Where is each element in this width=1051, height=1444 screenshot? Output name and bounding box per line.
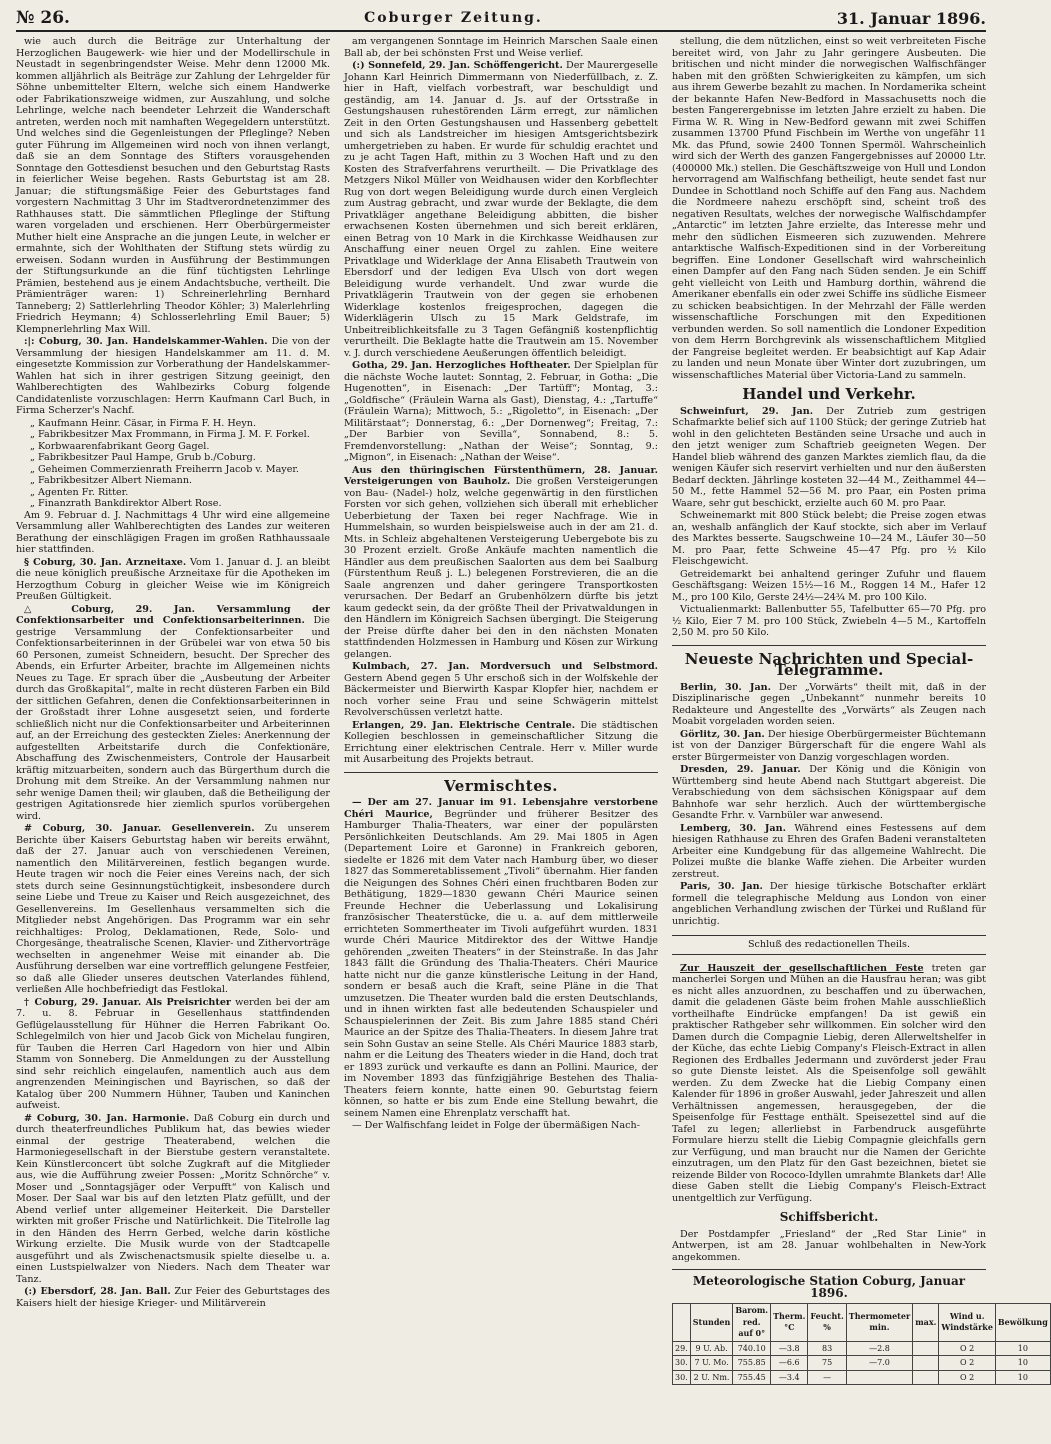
article-text: wie auch durch die Beiträge zur Unterhaltung der Herzoglichen Baugewerk- wie hier und der Modellirschule in Neustadt in segenbringendster Weise. Mehr denn 12000 Mk. kommen alljährlich als Beiträge zur Zahlung der Lehrgelder für Söhne unbemittelter Eltern, welche sich einem Handwerke oder Fabrikationszweige widmen, zur Auszahlung, und solche Lehrlinge, welche nach beendeter Lehrzeit die Wanderschaft antreten, werden noch mit namhaften Wegegeldern unterstützt. Und welches sind die Gegenleistungen der Pfleglinge? Neben guter Führung im Allgemeinen wird noch von ihnen verlangt, daß sie an dem Sonntage des Stifters vorausgehenden Sonntage den Gottesdienst besuchen und den Geburtstag Rasts in feierlicher Weise begehen. Rasts Geburtstag ist am 28. Januar; die stiftungsmäßige Feier des Geburtstages fand vorgestern Nachmittag 3 Uhr im Stadtverordnetenzimmer des Rathhauses statt. Die sämmtlichen Pfleglinge der Stiftung waren vorgeladen und erschienen. Herr Oberbürgermeister Muther hielt eine Ansprache an die jungen Leute, in welcher er ermahnte, sich der Wohlthaten der Stiftung stets würdig zu erweisen. Sodann wurden in Ausführung der Bestimmungen der Stiftungsurkunde an die fünf tüchtigsten Lehrlinge Prämien, bestehend aus je einem Andachtsbuche, vertheilt. Die Prämienträger waren: 1) Schreinerlehrling Bernhard Tanneberg; 2) Sattlerlehrling Theodor Köhler; 3) Malerlehrling Friedrich Heymann; 4) Schlosserlehrling Emil Bauer; 5) Klempnerlehrling Max Will. (16, 36, 330, 335)
column-1 (16, 36, 330, 1385)
article (16, 557, 330, 603)
table-cell: 10 (995, 1370, 1050, 1385)
article-text: Der Maurergeselle Johann Karl Heinrich Dimmermann von Niederfüllbach, z. Z. hier in Haft, vielfach vorbestraft, war beschuldigt und geständig, am 14. Januar d. Js. auf der Ortsstraße in Gestungshausen ruhestörenden Lärm erregt, zur nämlichen Zeit in den Orten Gestungshausen und Hassenberg gebettelt und sich als Landstreicher im hiesigen Amtsgerichtsbezirk umhergetrieben zu haben. Er wurde für schuldig erachtet und zu je acht Tagen Haft, mithin zu 3 Wochen Haft und zu den Kosten des Strafverfahrens verurtheilt. — Die Privatklage des Metzgers Nikol Müller von Weidhausen wider den Korbflechter Rug von dort wegen Beleidigung wurde durch einen Vergleich zum Austrag gebracht, und zwar wurde der Beklagte, die dem Privatkläger angethane Beleidigung abbitten, die bisher erwachsenen Kosten übernehmen und sich bereit erklären, einen Betrag von 10 Mark in die Kirchkasse Weidhausen zur Anschaffung einer neuen Orgel zu zahlen. Eine weitere Privatklage und Widerklage der Anna Elisabeth Trautwein von Ebersdorf und der ledigen Eva Ulsch von dort wegen Beleidigung wurde verhandelt. Und zwar wurde die Privatklägerin Trautwein von der gegen sie erhobenen Widerklage kostenlos freigesprochen, dagegen die Widerklägerin Ulsch zu 15 Mark Geldstrafe, im Unbeitreiblichkeitsfalle zu 3 Tagen Gefängniß kostenpflichtig verurtheilt. Die Beklagte hatte die Trautwein am 15. November v. J. durch verschiedene Aeußerungen öffentlich beleidigt. (344, 60, 658, 359)
divider (672, 1269, 986, 1270)
telegram-lead: Dresden, 29. Januar. (680, 764, 801, 775)
telegram (672, 764, 986, 822)
article-text: Vom 1. Januar d. J. an bleibt die neue königlich preußische Arzneitaxe für die Apotheken im Herzogthum Coburg in gleicher Weise wie im Königreich Preußen Gültigkeit. (16, 556, 330, 602)
table-cell: —2.8 (846, 1341, 912, 1356)
table-cell: 83 (808, 1341, 846, 1356)
section-title-handel: Handel und Verkehr. (742, 385, 916, 403)
section-title-telegramme: Neueste Nachrichten und Special-Telegramme. (684, 649, 974, 679)
telegram (672, 823, 986, 881)
article (344, 797, 658, 1119)
advert-lead: Zur Hauszeit der gesellschaftlichen Feste (680, 962, 924, 974)
table-cell: 75 (808, 1356, 846, 1371)
article-lead: :|: Coburg, 30. Jan. Handelskammer-Wahlen. (24, 336, 268, 347)
weather-table (672, 1303, 1051, 1385)
telegram-text: Während eines Festessens auf dem hiesigen Rathhause zu Ehren des Grafen Badeni veranstalteten Arbeiter eine Kundgebung für das allgemeine Wahlrecht. Die Polizei mußte die blanke Waffe ziehen. Die Arbeiter wurden zerstreut. (672, 822, 986, 880)
table-cell: 29. (673, 1341, 691, 1356)
article (16, 823, 330, 996)
article-text: am vergangenen Sonntage im Heinrich Marschen Saale einen Ball ab, der bei schönsten Frst und Weise verlief. (344, 36, 658, 59)
table-cell: — (808, 1370, 846, 1385)
list-item: „ Kaufmann Heinr. Cäsar, in Firma F. H. Heyn. (30, 417, 257, 429)
table-cell: 9 U. Ab. (690, 1341, 733, 1356)
article-lead: Kulmbach, 27. Jan. Mordversuch und Selbstmord. (352, 661, 658, 672)
article (16, 1286, 330, 1309)
article-text: Begründer und früherer Besitzer des Hamburger Thalia-Theaters, war einer der populärsten Persönlichkeiten Deutschlands. Am 29. Mai 1805 in Agen (Departement Loire et Garonne) in Frankreich geboren, siedelte er 1826 mit dem Vater nach Hamburg über, wo dieser 1827 das Sommeretablissement „Tivoli“ übernahm. Hier fanden die Neigungen des Sohnes Chéri einen fruchtbaren Boden zur Bethätigung, 1829—1830 gewann Chéri Maurice seinen Freunde Hechner die Ueberlassung und Lokalisirung französischer Theaterstücke, die u. a. auf dem mittlerweile errichteten Sommertheater im Tivoli aufgeführt wurden. 1831 wurde Chéri Maurice Mitdirektor des der Wittwe Handje gehörenden „zweiten Theaters“ in der Steinstraße. In das Jahr 1843 fällt die Gründung des Thalia-Theaters. Chéri Maurice hatte nicht nur die ganze künstlerische Leitung in der Hand, sondern er besaß auch die Kraft, seine Pläne in die That umzusetzen. Die Theater wurden bald die ersten Deutschlands, und in ihnen wirkten fast alle bedeutenden Schauspieler und Schauspielerinnen der Zeit. Bis zum Jahre 1885 stand Chéri Maurice an der Spitze des Thalia-Theaters. In diesem Jahre trat sein Sohn Gustav an seine Stelle. Als Chéri Maurice 1883 starb, nahm er die Leitung des Theaters wieder in die Hand, doch trat er 1893 zurück und verkaufte es dann an Pollini. Maurice, der im November 1893 das fünfzigjährige Bestehen des Thalia-Theaters feiern konnte, hatte einen 90. Geburtstag feiern können, so hatte er bis zum Ende eine Stellung bewahrt, die seinem Namen eine Ehrenplatz verschafft hat. (344, 808, 658, 1119)
telegram-lead: Lemberg, 30. Jan. (680, 822, 786, 834)
article-text: Am 9. Februar d. J. Nachmittags 4 Uhr wird eine allgemeine Versammlung aller Wahlberechtigten des Landes zur weiteren Berathung der einschlägigen Fragen im großen Rathhaussaale hier stattfinden. (16, 509, 330, 555)
article-text: Daß Coburg ein durch und durch theaterfreundliches Publikum hat, das bewies wieder einmal der gestrige Theaterabend, welchen die Harmoniegesellschaft in der Bierstube gestern veranstaltete. Kein Künstlerconcert übt solche Zugkraft auf die Mitglieder aus, wie die Aufführung zweier Possen: „Moritz Schnörche“ v. Moser und „Sonntagsjäger oder Verpufft“ von Kalisch und Moser. Der Saal war bis auf den letzten Platz gefüllt, und der Abend verlief unter allgemeiner Heiterkeit. Die Darsteller wirkten mit großer Frische und Natürlichkeit. Die Titelrolle lag in den Händen des Herrn Gerbed, welche darin köstliche Wirkung erzielte. Die Musik wurde von der Stadtcapelle ausgeführt und als Zwischenactsmusik spielte dieselbe u. a. einen Lustspielwalzer von Nieders. Nach dem Theater war Tanz. (16, 1112, 330, 1285)
table-cell: 30. (673, 1370, 691, 1385)
telegram (672, 881, 986, 927)
telegram-text: Der hiesige Oberbürgermeister Büchtemann ist von der Danziger Bürgerschaft für die engere Wahl als erster Bürgermeister von Danzig vorgeschlagen worden. (672, 728, 986, 763)
masthead (16, 6, 986, 32)
issue-number: № 26. (16, 8, 70, 28)
telegram-text: Der König und die Königin von Württemberg sind heute Abend nach Stuttgart abgereist. Die Verabschiedung von dem sächsischen Königspaar auf dem Bahnhofe war sehr herzlich. Auch der württembergische Gesandte Frhr. v. Varnbüler war anwesend. (672, 764, 987, 821)
article (16, 336, 330, 417)
table-header: Barom. red. auf 0° (733, 1304, 771, 1342)
table-cell: 755.85 (733, 1356, 771, 1371)
article-lead: § Coburg, 30. Jan. Arzneitaxe. (24, 556, 187, 568)
article-lead: Schweinfurt, 29. Jan. (680, 405, 814, 417)
article-text: Getreidemarkt bei anhaltend geringer Zufuhr und flauem Geschäftsgang: Weizen 15½—16 M., Roggen 14 M., Hafer 12 M., pro 100 Kilo, Gerste 24½—24¾ M. pro 100 Kilo. (672, 568, 986, 603)
section-title-vermischtes: Vermischtes. (444, 776, 558, 795)
article-text: Schweinemarkt mit 800 Stück belebt; die Preise zogen etwas an, weshalb anfänglich der Kauf stockte, sich aber im Verlauf des Marktes besserte. Saugschweine 10—24 M., Läufer 30—50 M. pro Paar, fette Schweine 45—47 Pfg. pro ½ Kilo Fleischgewicht. (672, 510, 986, 567)
article-lead: (:) Ebersdorf, 28. Jan. Ball. (24, 1286, 171, 1297)
candidate-list (16, 418, 330, 510)
article-lead: (:) Sonnefeld, 29. Jan. Schöffengericht. (352, 60, 563, 71)
table-cell: 2 U. Nm. (690, 1370, 733, 1385)
article-lead: △ Coburg, 29. Jan. Versammlung der Confektionsarbeiter und Confektionsarbeiterinnen. (16, 603, 330, 626)
table-cell: 740.10 (733, 1341, 771, 1356)
article-lead: # Coburg, 30. Januar. Gesellenverein. (24, 823, 255, 834)
advert-text: treten gar mancherlei Sorgen und Mühen an die Hausfrau heran; was gibt es nicht alles anzuordnen, zu beschaffen und zu überwachen, damit die geladenen Gäste beim frohen Mahle ausschließlich vortheilhafte Eindrücke empfangen! Da ist gewiß ein praktischer Rathgeber sehr willkommen. Ein solcher wird den Damen durch die Compagnie Liebig, deren Allerweltshelfer in der Küche, das echte Liebig Company's Fleisch-Extract in allen Regionen des Erdballes Jedermann und zuvörderst jeder Frau so gute Dienste leistet. Als die Speisenfolge soll gewählt werden. Zu dem Zwecke hat die Liebig Company einen Kalender für 1896 in großer Auswahl, jeder Jahreszeit und allen Verhältnissen angemessen, herausgegeben, der die Speisenfolge für Festtage enthält. Speisezettel sind auf die Tafel zu legen; allerliebst in Farbendruck ausgeführte Formulare hierzu stellt die Liebig Compagnie gleichfalls gern zur Verfügung, und man braucht nur die Namen der Gerichte einzutragen, um den Platz für den Gast bezeichnen, bietet sie reizende Bilder von Rococo-Idyllen umrahmte Blankets dar! Alle diese Gaben stellt die Liebig Company's Fleisch-Extract unentgeltlich zur Verfügung. (672, 962, 986, 1204)
column-3 (672, 36, 1048, 1385)
list-item: „ Fabrikbesitzer Max Frommann, in Firma J. M. F. Forkel. (30, 429, 310, 440)
article-text: werden bei der am 7. u. 8. Februar in Gesellenhaus stattfindenden Geflügelausstellung für Hühner die Herren Fabrikant Oo. Schlegelmilch von hier und Jacob Gick von Michelau fungiren, für Tauben die Herren Carl Hagedorn von hier und Albin Stamm von Sonneberg. Die Anmeldungen zu der Ausstellung sind sehr reichlich eingelaufen, namentlich auch aus dem angrenzenden Meiningischen und Bayrischen, so daß der Katalog über 200 Nummern Hühner, Tauben und Kaninchen aufweist. (16, 996, 330, 1111)
table-cell: 10 (995, 1341, 1050, 1356)
table-cell: 755.45 (733, 1370, 771, 1385)
table-cell: —3.4 (771, 1370, 808, 1385)
table-cell (913, 1370, 939, 1385)
table-header: Stunden (690, 1304, 733, 1342)
list-item: „ Finanzrath Bankdirektor Albert Rose. (30, 498, 222, 509)
article-text: Die gestrige Versammlung der Confektionsarbeiter und Confektionsarbeiterinnen in der Grübelei war von etwa 50 bis 60 Personen, zumeist Schneidern, besucht. Der Sprecher des Abends, ein Erfurter Arbeiter, brachte im Allgemeinen nichts Neues zu Tage. Er sprach über die „Ausbeutung der Arbeiter durch das Großkapital“, malte in recht düsteren Farben ein Bild der sittlichen Gefahren, denen die Confektionsarbeiterinnen in der Großstadt ihrer Lohne ausgesetzt seien, und forderte schließlich nicht nur die Confektionsarbeiter und Arbeiterinnen auf, an der Erreichung des gesteckten Zieles: Anerkennung der aufgestellten Arbeitstarife durch die Confektionäre, Abschaffung des Zwischenmeisters, Controle der Hausarbeit kräftig mitzuarbeiten, sondern auch das Bürgerthum durch die Drohung mit dem Streike. An der Versammlung nahmen nur sehr wenige Damen theil; wir glauben, daß die Betheiligung der gestrigen Agitationsrede hier ziemlich spurlos vorübergehen wird. (16, 615, 330, 822)
article-text: Victualienmarkt: Ballenbutter 55, Tafelbutter 65—70 Pfg. pro ½ Kilo, Eier 7 M. pro 100 Stück, Zwiebeln 4—5 M., Kartoffeln 2,50 M. pro 50 Kilo. (672, 604, 986, 638)
article-lead: — Der am 27. Januar im 91. Lebensjahre verstorbene Chéri Maurice, (344, 797, 658, 820)
article (344, 465, 658, 661)
table-row (673, 1341, 1051, 1356)
article-text: stellung, die dem nützlichen, einst so weit verbreiteten Fische bereitet wird, von Jahr zu Jahr geringere Ausbeuten. Die britischen und nicht minder die norwegischen Walfischfänger haben mit den größten Schwierigkeiten zu kämpfen, um sich aus ihrem Gewerbe bezahlt zu machen. In Nordamerika scheint der bekannte Hafen New-Bedford in Massachusetts noch die besten Fangerergebnisse im letzten Jahre erzielt zu haben. Die Firma W. R. Wing in New-Bedford gewann mit zwei Schiffen zusammen 13700 Pfund Fischbein im Werthe von ungefähr 11 Mk. das Pfund, sowie 2400 Tonnen Spermöl. Wahrscheinlich wird sich der Werth des ganzen Fangergebnisses auf 20000 Ltr. (400000 Mk.) stellen. Die Geschäftszweige von Hull und London hervorragend am Walfischfang betheiligt, heute sendet fast nur Dundee in Schottland noch Schiffe auf den Fang aus. Nachdem die Nordmeere nahezu erschöpft sind, scheint troß des negativen Resultats, welches der norwegische Walfischdampfer „Antarctic“ im letzten Jahre erzielte, das Interesse mehr und mehr den südlichen Eismeeren sich zuzuwenden. Mehrere antarktische Walfisch-Expeditionen sind in der Vorbereitung begriffen. Eine Londoner Gesellschaft wird wahrscheinlich einen Dampfer auf den Fang nach Süden senden. Je ein Schiff geht vielleicht von Leith und Hamburg dorthin, während die Amerikaner ebenfalls ein oder zwei Schiffe ins südliche Eismeer zu schicken beabsichtigen. In der Mehrzahl der Fälle werden wissenschaftliche Forschungen mit den Expeditionen verbunden werden. So soll namentlich die Londoner Expedition von dem Herrn Borchgrevink als wissenschaftlichem Mitglied der Fangreise begleitet werden. Er beabsichtigt auf Kap Adair zu landen und neun Monate über Winter dort zuzubringen, um wissenschaftliches Material über Victoria-Land zu sammeln. (672, 36, 986, 381)
list-item: „ Fabrikbesitzer Albert Niemann. (30, 475, 193, 486)
article (16, 604, 330, 823)
article-text: Zur Feier des Geburtstages des Kaisers hielt der hiesige Krieger- und Militärverein (16, 1286, 330, 1309)
telegram (672, 682, 986, 728)
article-text: Der Spielplan für die nächste Woche lautet: Sonntag, 2. Februar, in Gotha: „Die Hugenotten“, in Eisenach: „Der Tartüff“; Montag, 3.: „Goldfische“ (Fräulein Warna als Gast), Dienstag, 4.: „Tartuffe“ (Fräulein Warna); Mittwoch, 5.: „Rigoletto“, in Eisenach: „Der Militärstaat“; Donnerstag, 6.: „Der Dornenweg“; Freitag, 7.: „Der Barbier von Sevilla“, Sonnabend, 8.: 5. Fremdenvorstellung: „Nathan der Weise“; Sonntag, 9.: „Mignon“, in Eisenach: „Nathan der Weise“. (344, 360, 658, 463)
end-of-editorial-note: Schluß des redactionellen Theils. (672, 935, 986, 955)
telegram-text: Der hiesige türkische Botschafter erklärt formell die telegraphische Meldung aus London von einer angeblichen Verhandlung zwischen der Türkei und Rußland für unrichtig. (672, 881, 986, 927)
table-cell: O 2 (939, 1341, 996, 1356)
divider (672, 645, 986, 646)
article (344, 60, 658, 359)
table-header (673, 1304, 691, 1342)
ship-report-text: Der Postdampfer „Friesland“ der „Red Star Linie“ in Antwerpen, ist am 28. Januar wohlbehalten in New-York angekommen. (672, 1228, 986, 1263)
telegram-text: Der „Vorwärts“ theilt mit, daß in der Disziplinarische gegen „Unbekannt“ nunmehr bereits 10 Redakteure und Angestellte des „Vorwärts“ als Zeugen nach Moabit vorgeladen worden seien. (672, 681, 986, 727)
table-cell (913, 1356, 939, 1371)
newspaper-title: Coburger Zeitung. (364, 10, 543, 26)
table-header: max. (913, 1304, 939, 1342)
table-header: Thermometer min. (846, 1304, 912, 1342)
table-header: Wind u. Windstärke (939, 1304, 996, 1342)
table-cell: —3.8 (771, 1341, 808, 1356)
article-lead: Gotha, 29. Jan. Herzogliches Hoftheater. (352, 360, 571, 371)
table-row (673, 1356, 1051, 1371)
article (344, 360, 658, 464)
article (344, 720, 658, 766)
divider (344, 772, 658, 773)
table-cell: 30. (673, 1356, 691, 1371)
article-text: Die großen Versteigerungen von Bau- (Nadel-) holz, welche gegenwärtig in den fürstlichen Forsten vor sich gehen, vollziehen sich überall mit erheblicher Ueberbietung der Taxen bei reger Nachfrage. Wie in Hummelshain, so wurden beispielsweise auch in der am 21. d. Mts. in Schleiz abgehaltenen Versteigerung Uebergebote bis zu 30 Prozent erzielt. Große Ankäufe machten namentlich die Händler aus dem preußischen Saalorten aus dem bei Saalburg (Fürstenthum Reuß j. L.) belegenen Forstrevieren, die an die Saale angrenzen und daher geringere Transportkosten verursachen. Der Bedarf an Grubenhölzern dürfte bis jetzt kaum gedeckt sein, da der größte Theil der Privatwaldungen in den Händlern im Königreich Sachsen übergingt. Die Steigerung der Preise dürfte daher bei den in den nächsten Monaten stattfindenden Holzmessen in Hamburg und Kösen zur Wirkung gelangen. (344, 476, 658, 660)
article (16, 997, 330, 1112)
article-text: Die städtischen Kollegien beschlossen in gemeinschaftlicher Sitzung die Errichtung einer elektrischen Centrale. Herr v. Miller wurde mit Ausarbeitung des Projekts betraut. (344, 719, 658, 765)
table-row (673, 1370, 1051, 1385)
list-item: „ Fabrikbesitzer Paul Hampe, Grub b./Coburg. (30, 452, 256, 463)
table-cell: O 2 (939, 1370, 996, 1385)
table-header: Feucht. % (808, 1304, 846, 1342)
table-cell: —7.0 (846, 1356, 912, 1371)
table-cell (846, 1370, 912, 1385)
weather-station-title: Meteorologische Station Coburg, Januar 1896. (692, 1274, 966, 1300)
table-header-row (673, 1304, 1051, 1342)
table-cell: 10 (995, 1356, 1050, 1371)
article-lead: Erlangen, 29. Jan. Elektrische Centrale. (352, 719, 576, 731)
article-lead: Aus den thüringischen Fürstenthümern, 28. Januar. Versteigerungen von Bauholz. (344, 464, 658, 487)
advert (672, 963, 986, 1205)
table-cell: —6.6 (771, 1356, 808, 1371)
section-title-schiffsbericht: Schiffsbericht. (779, 1210, 879, 1224)
table-header: Bewölkung (995, 1304, 1050, 1342)
article (672, 406, 986, 510)
article (16, 1113, 330, 1286)
list-item: „ Korbwaarenfabrikant Georg Gagel. (30, 440, 210, 452)
list-item: „ Agenten Fr. Ritter. (30, 486, 129, 498)
article-text: Zu unserem Berichte über Kaisers Geburtstag haben wir bereits erwähnt, daß der 27. Januar auch von verschiedenen Vereinen, namentlich den Militärvereinen, festlich begangen wurde. Heute tragen wir noch die Feier eines Vereins nach, der sich stets durch seine Gesinnungstüchtigkeit, insbesondere durch seine Liebe und Treue zu Kaiser und Reich ausgezeichnet, des Gesellenvereins. Im Gesellenhaus versammelten sich die Mitglieder nebst Angehörigen. Das Programm war ein sehr reichhaltiges: Prolog, Deklamationen, Rede, Solo- und Chorgesänge, theatralische Scenen, Klavier- und Zithervorträge wechselten in angenehmer Weise mit einander ab. Die Ausführung derselben war eine vortrefflich gelungene Festfeier, so daß alle Glieder unseres deutschen Vaterlandes fühlend, verließen Alle hochbefriedigt das Festlokal. (16, 823, 331, 995)
telegram-lead: Berlin, 30. Jan. (680, 681, 772, 693)
column-2 (344, 36, 658, 1385)
article (344, 661, 658, 719)
article-text: Die von der Versammlung der hiesigen Handelskammer am 11. d. M. eingesetzte Kommission zur Vorberathung der Handelskammer-Wahlen hat sich in ihrer gestrigen Sitzung geeinigt, den Wahlberechtigten des Wahlbezirks Coburg folgende Candidatenliste vorzuschlagen: Herrn Kaufmann Carl Buch, in Firma Scherzer's Nachf. (16, 336, 330, 416)
issue-date: 31. Januar 1896. (836, 8, 986, 28)
article-text: Der Zutrieb zum gestrigen Schafmarkte belief sich auf 1100 Stück; der geringe Zutrieb hat wohl in den gelichteten Beständen seine Ursache und auch in den jetzt weniger zum Schaftrieb geeigneten Wegen. Der Handel blieb während des ganzen Marktes ziemlich flau, da die wenigen Käufer sich reservirt verhielten und nur den äußersten Bedarf deckten. Jährlinge kosteten 32—44 M., Zeithammel 44—50 M., fette Hammel 52—56 M. pro Paar, ein Posten prima Waare, sehr gut beschickt, erzielte auch 60 M. pro Paar. (672, 405, 986, 509)
table-header: Therm. °C (771, 1304, 808, 1342)
list-item: „ Geheimen Commerzienrath Freiherrn Jacob v. Mayer. (30, 463, 299, 475)
article-lead: † Coburg, 29. Januar. Als Preisrichter (24, 996, 231, 1008)
telegram-lead: Görlitz, 30. Jan. (680, 728, 765, 740)
table-cell (913, 1341, 939, 1356)
table-cell: O 2 (939, 1356, 996, 1371)
table-cell: 7 U. Mo. (690, 1356, 733, 1371)
article-text: Gestern Abend gegen 5 Uhr erschoß sich in der Wolfskehle der Bäckermeister und Bierwirth Kaspar Klopfer hier, nachdem er noch vorher seine Frau und seine Schwägerin mittelst Revolverschüssen verletzt hatte. (344, 672, 658, 718)
telegram (672, 729, 986, 764)
article-lead: # Coburg, 30. Jan. Harmonie. (24, 1112, 190, 1124)
telegram-lead: Paris, 30. Jan. (680, 881, 763, 892)
article-text: — Der Walfischfang leidet in Folge der übermäßigen Nach- (352, 1120, 640, 1131)
